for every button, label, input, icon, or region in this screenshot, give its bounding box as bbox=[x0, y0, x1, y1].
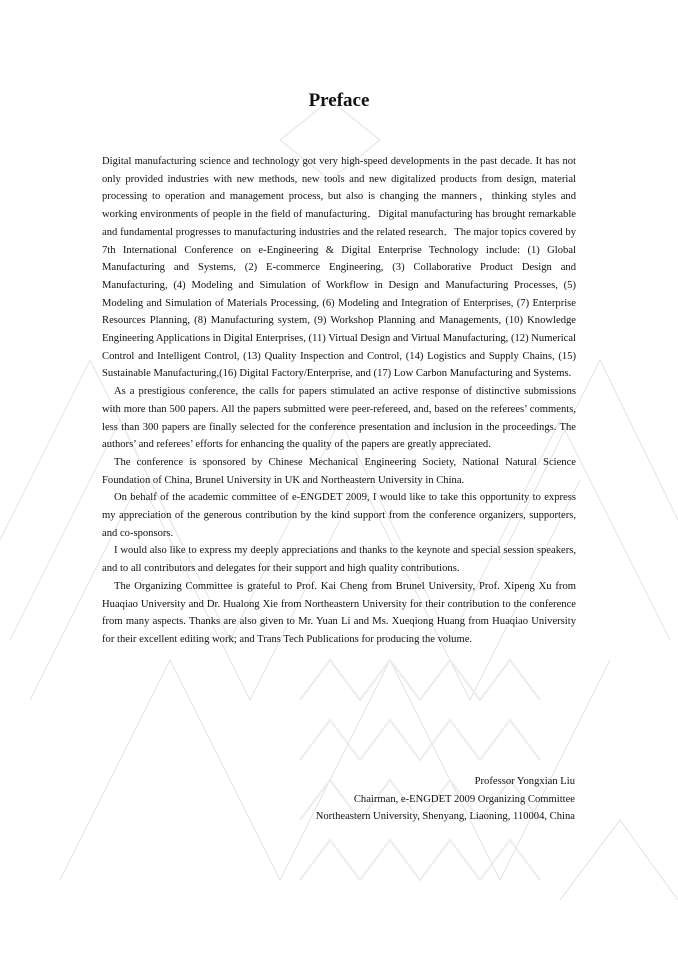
signature-block bbox=[316, 773, 575, 826]
paragraph-appreciation: On behalf of the academic committee of e-ENGDET 2009, I would like to take this opportunity to express my appreciation of the generous contribution by the kind support from the conference organizers, supporters, and co-sponsors. bbox=[102, 492, 576, 539]
signature-affiliation: Northeastern University, Shenyang, Liaoning, 110004, China bbox=[315, 811, 575, 823]
signature-name: Professor Yongxian Liu bbox=[474, 776, 575, 787]
preface-body bbox=[102, 153, 576, 649]
signature-role: Chairman, e-ENGDET 2009 Organizing Committee bbox=[353, 793, 575, 805]
paragraph-sponsors: The conference is sponsored by Chinese Mechanical Engineering Society, National Natural Science Foundation of China, Brunel University in UK and Northeastern University in China. bbox=[102, 456, 576, 486]
paragraph-submissions: As a prestigious conference, the calls for papers stimulated an active response of distinctive submissions with more than 500 papers. All the papers submitted were peer-refereed, and, based on the referees’ comments, less than 300 papers are finally selected for the conference presentation and inclusion in the proceedings. The authors’ and referees’ efforts for enhancing the quality of the papers are greatly appreciated. bbox=[102, 386, 576, 451]
paragraph-thanks-speakers: I would also like to express my deeply appreciations and thanks to the keynote and special session speakers, and to all contributors and delegates for their support and high quality contributions. bbox=[102, 545, 576, 575]
paragraph-topics: Digital manufacturing science and technology got very high-speed developments in the past decade. It has not only provided industries with new methods, new tools and new digitalized products from design, material processing to operation and management process, but also is changing the manners，thinking styles and working environments of people in the field of manufacturing．Digital manufacturing has brought remarkable and fundamental progresses to manufacturing industries and the related research．The major topics covered by 7th International Conference on e-Engineering & Digital Enterprise Technology include: (1) Global Manufacturing and Systems, (2) E-commerce Engineering, (3) Collaborative Product Design and Manufacturing, (4) Modeling and Simulation of Workflow in Design and Manufacturing Processes, (5) Modeling and Simulation of Materials Processing, (6) Modeling and Integration of Enterprises, (7) Enterprise Resources Planning, (8) Manufacturing system, (9) Workshop Planning and Managements, (10) Knowledge Engineering Applications in Digital Enterprises, (11) Virtual Design and Virtual Manufacturing, (12) Numerical Control and Intelligent Control, (13) Quality Inspection and Control, (14) Logistics and Supply Chains, (15) Sustainable Manufacturing,(16) Digital Factory/Enterprise, and (17) Low Carbon Manufacturing and Systems. bbox=[102, 156, 576, 380]
paragraph-organizing-committee: The Organizing Committee is grateful to Prof. Kai Cheng from Brunel University, Prof. Xipeng Xu from Huaqiao University and Dr. Hualong Xie from Northeastern University for their contribution to the conference from many aspects. Thanks are also given to Mr. Yuan Li and Ms. Xueqiong Huang from Huaqiao University for their excellent editing work; and Trans Tech Publications for producing the volume. bbox=[102, 580, 576, 645]
page-title: Preface bbox=[308, 90, 370, 111]
